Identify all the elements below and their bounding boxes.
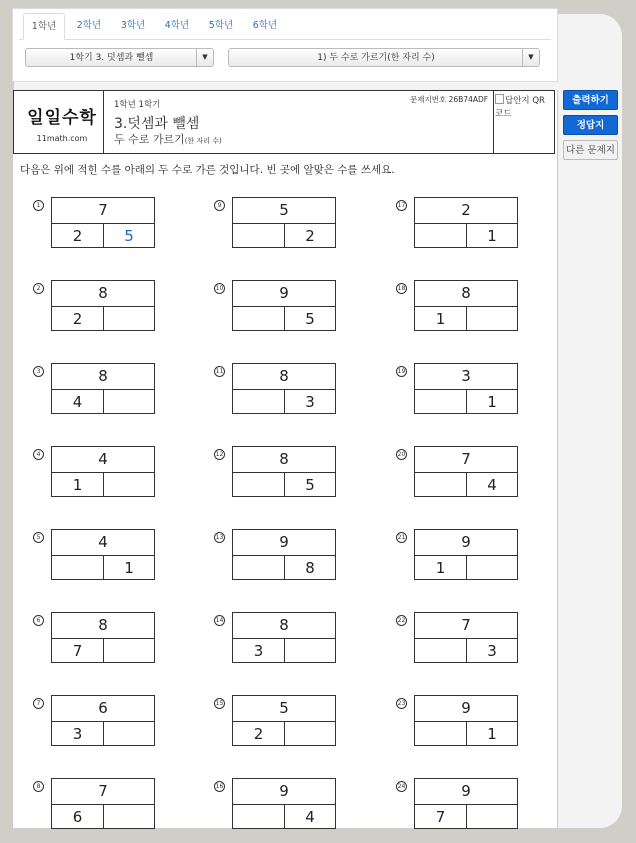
problem-item [33,695,173,747]
right-part[interactable] [285,639,335,663]
tab-grade-2[interactable]: 2학년 [76,20,102,31]
worksheet-code: 문제지번호 26B74ADF [410,95,489,104]
problem-item [33,280,173,332]
left-part[interactable] [415,390,467,414]
right-part: 4 [487,476,497,494]
whole-number: 7 [415,613,517,639]
right-part[interactable] [104,390,154,414]
left-part: 1 [415,307,467,331]
problem-number: 2 [33,283,44,294]
split-box [51,695,155,746]
left-part: 1 [415,556,467,580]
problem-item [33,363,173,415]
topic-subtitle-note: (한 자리 수) [184,137,222,145]
tab-grade-5[interactable]: 5학년 [208,20,234,31]
split-box [232,612,336,663]
split-box [232,695,336,746]
left-part[interactable] [233,805,285,829]
left-part: 7 [415,805,467,829]
worksheet-header [13,90,555,154]
whole-number: 9 [233,281,335,307]
problem-item [396,612,536,664]
problem-number: 6 [33,615,44,626]
right-part: 5 [305,476,315,494]
split-box [51,280,155,331]
problem-item [396,695,536,747]
problem-item [214,778,354,830]
tab-grade-4[interactable]: 4학년 [164,20,190,31]
split-box [414,695,518,746]
problem-number: 10 [215,285,224,292]
right-part[interactable] [104,307,154,331]
problem-number: 22 [397,617,406,624]
problem-number: 13 [215,534,224,541]
problem-number: 20 [397,451,406,458]
left-part: 2 [52,307,104,331]
problem-number: 21 [397,534,406,541]
problem-item [33,197,173,249]
split-box [232,280,336,331]
topic-select-value: 1) 두 수로 가르기(한 자리 수) [317,53,435,63]
topic-subtitle [114,131,222,147]
problem-item [396,529,536,581]
whole-number: 9 [233,530,335,556]
whole-number: 8 [52,364,154,390]
left-part[interactable] [233,307,285,331]
qr-alt-text: 답안지 QR코드 [495,96,545,119]
whole-number: 9 [415,530,517,556]
split-box [51,778,155,829]
qr-code-image [495,94,553,121]
right-part[interactable] [467,307,517,331]
problem-number: 18 [397,285,406,292]
split-box [414,197,518,248]
whole-number: 9 [233,779,335,805]
whole-number: 4 [52,447,154,473]
left-part[interactable] [233,556,285,580]
split-box [232,197,336,248]
topic-select[interactable] [228,48,540,67]
problem-number: 11 [215,368,224,375]
problem-item [396,778,536,830]
problem-number: 17 [397,202,406,209]
problem-number: 24 [397,783,406,790]
unit-select[interactable] [25,48,214,67]
right-part[interactable] [467,805,517,829]
right-part: 1 [487,725,497,743]
right-part: 1 [124,559,134,577]
tab-grade-6[interactable]: 6학년 [252,20,278,31]
split-box [414,612,518,663]
whole-number: 7 [52,198,154,224]
right-part: 1 [487,393,497,411]
split-box [232,446,336,497]
print-button[interactable]: 출력하기 [563,90,618,110]
problem-number: 14 [215,617,224,624]
logo-text: 일일수학 [27,108,97,128]
problem-item [33,446,173,498]
whole-number: 3 [415,364,517,390]
problem-item [396,197,536,249]
left-part: 1 [52,473,104,497]
right-part: 2 [305,227,315,245]
left-part[interactable] [233,224,285,248]
problem-number: 7 [33,698,44,709]
divider [493,91,494,153]
right-part[interactable] [285,722,335,746]
topic-subtitle-text: 두 수로 가르기 [114,133,185,146]
split-box [232,529,336,580]
left-part[interactable] [415,224,467,248]
logo [24,99,100,149]
problem-item [396,446,536,498]
problem-number: 1 [33,200,44,211]
right-part: 5 [305,310,315,328]
answer-sheet-button[interactable]: 정답지 [563,115,618,135]
problem-number: 12 [215,451,224,458]
left-part[interactable] [233,473,285,497]
problem-number: 5 [33,532,44,543]
left-part[interactable] [415,639,467,663]
whole-number: 5 [233,696,335,722]
chevron-down-icon: ▼ [196,49,213,66]
left-part[interactable] [415,473,467,497]
tab-grade-1[interactable]: 1학년 [23,13,65,40]
right-part: 3 [487,642,497,660]
split-box [51,612,155,663]
right-part: 5 [124,227,134,245]
split-box [232,778,336,829]
problem-number: 9 [214,200,225,211]
right-part: 1 [487,227,497,245]
right-part: 3 [305,393,315,411]
grade-tabs [19,13,551,40]
unit-title: 3.덧셈과 뺄셈 [114,116,200,132]
problem-number: 8 [33,781,44,792]
right-part[interactable] [104,805,154,829]
whole-number: 8 [233,364,335,390]
right-part: 8 [305,559,315,577]
whole-number: 2 [415,198,517,224]
problem-item [214,612,354,664]
whole-number: 8 [415,281,517,307]
problem-item [214,529,354,581]
right-part[interactable] [104,722,154,746]
left-part: 6 [52,805,104,829]
site-url: 11math.com [36,134,88,143]
problem-item [214,280,354,332]
problem-number: 23 [397,700,406,707]
right-part[interactable] [467,556,517,580]
whole-number: 8 [52,281,154,307]
right-part[interactable] [104,473,154,497]
left-part: 3 [52,722,104,746]
split-box [414,446,518,497]
unit-select-value: 1학기 3. 덧셈과 뺄셈 [69,53,154,63]
whole-number: 6 [52,696,154,722]
problem-item [214,695,354,747]
right-part: 4 [305,808,315,826]
left-part: 4 [52,390,104,414]
right-part[interactable] [104,639,154,663]
left-part: 3 [233,639,285,663]
problem-item [214,446,354,498]
problem-item [33,612,173,664]
problem-number: 16 [215,783,224,790]
left-part[interactable] [415,722,467,746]
problem-number: 4 [33,449,44,460]
whole-number: 7 [415,447,517,473]
whole-number: 8 [52,613,154,639]
problem-number: 3 [33,366,44,377]
problem-item [214,197,354,249]
grade-selector-panel [12,8,558,82]
worksheet [12,90,558,828]
left-part: 2 [52,224,104,248]
split-box [414,778,518,829]
problem-item [396,280,536,332]
split-box [51,529,155,580]
instruction: 다음은 위에 적힌 수를 아래의 두 수로 가른 것입니다. 빈 곳에 알맞은 수를 쓰세요. [20,164,395,176]
tab-grade-3[interactable]: 3학년 [120,20,146,31]
split-box [414,280,518,331]
whole-number: 9 [415,696,517,722]
whole-number: 9 [415,779,517,805]
divider [103,91,104,153]
problem-number: 15 [215,700,224,707]
whole-number: 5 [233,198,335,224]
problem-item [214,363,354,415]
split-box [232,363,336,414]
split-box [51,197,155,248]
left-part: 2 [233,722,285,746]
problem-item [396,363,536,415]
left-part[interactable] [52,556,104,580]
split-box [414,363,518,414]
problem-item [33,529,173,581]
whole-number: 4 [52,530,154,556]
problem-number: 19 [397,368,406,375]
split-box [51,363,155,414]
whole-number: 8 [233,613,335,639]
split-box [51,446,155,497]
left-part[interactable] [233,390,285,414]
other-worksheet-button[interactable]: 다른 문제지 [563,140,618,160]
problem-item [33,778,173,830]
semester-label: 1학년 1학기 [114,100,161,110]
whole-number: 8 [233,447,335,473]
split-box [414,529,518,580]
whole-number: 7 [52,779,154,805]
broken-image-icon [495,94,504,104]
left-part: 7 [52,639,104,663]
chevron-down-icon: ▼ [522,49,539,66]
